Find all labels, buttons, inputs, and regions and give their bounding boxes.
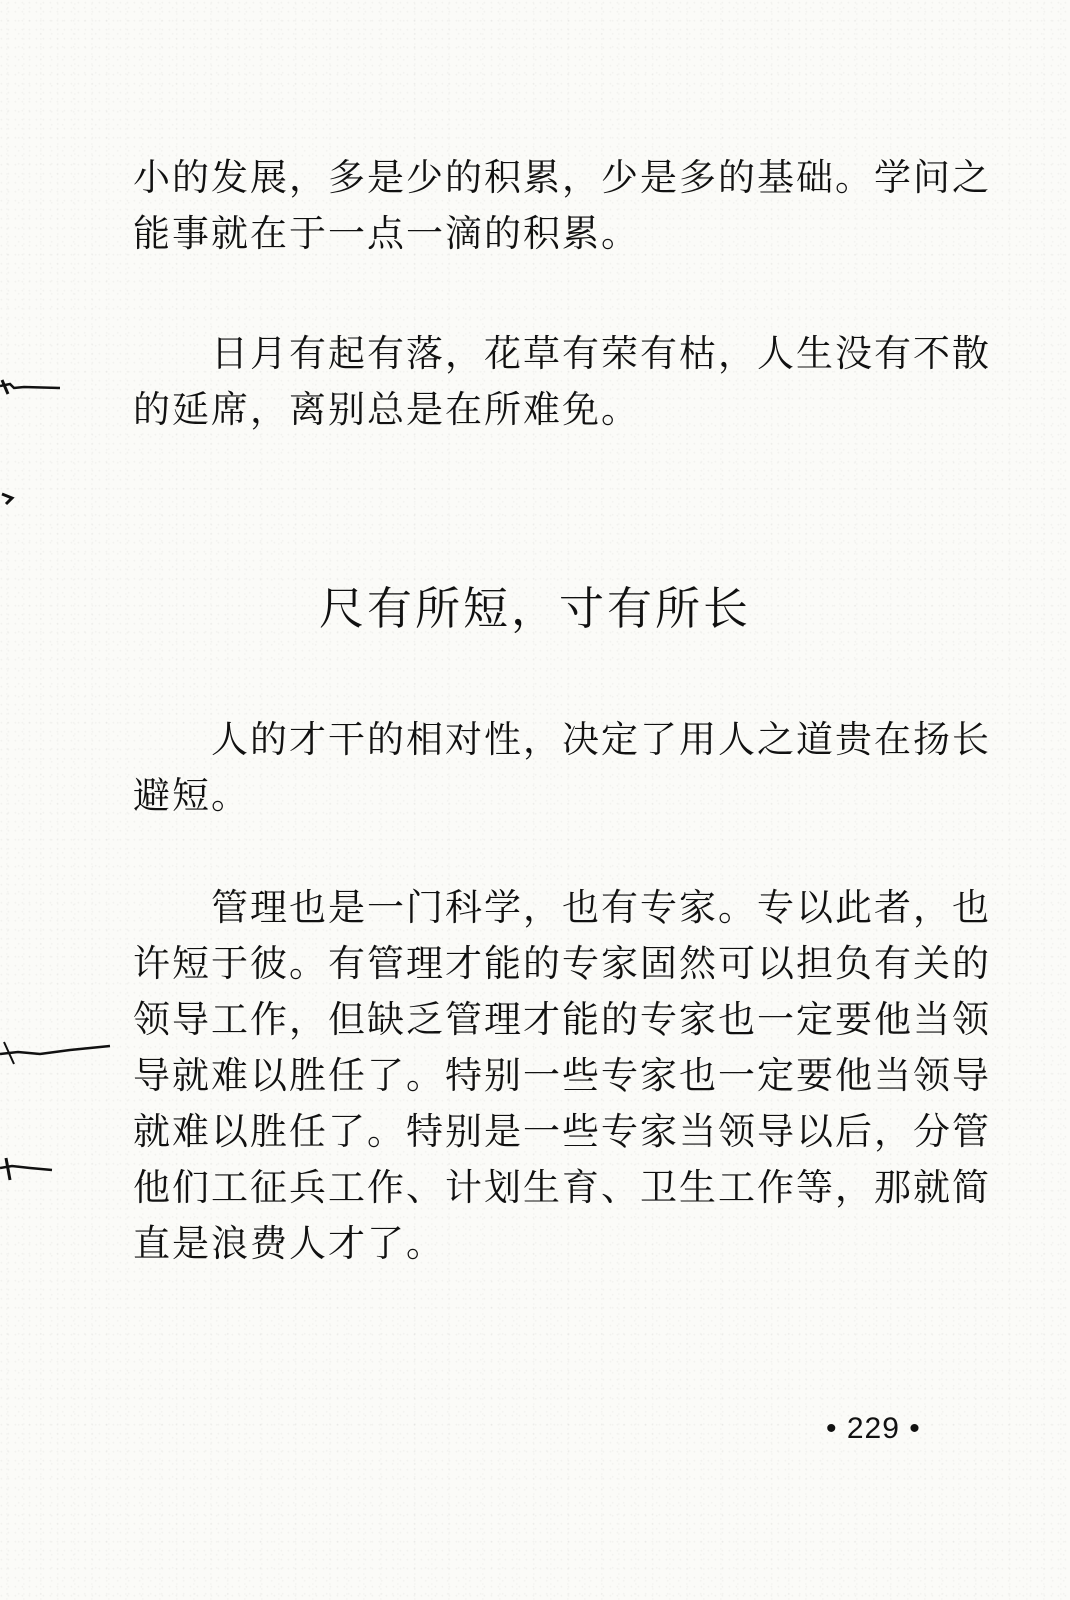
paragraph-line: 管理也是一门科学，也有专家。专以此者，也 [133,886,991,929]
paragraph-3 [133,712,991,824]
paragraph-2 [133,326,991,438]
scan-smudge [0,1036,120,1070]
paragraph-line: 直是浪费人才了。 [133,1222,445,1265]
paragraph-line: 人的才干的相对性，决定了用人之道贵在扬长 [133,718,991,761]
paragraph-line: 就难以胜任了。特别是一些专家当领导以后，分管 [133,1110,991,1153]
scan-smudge [0,1154,60,1184]
scan-smudge [0,372,70,402]
paragraph-line: 导就难以胜任了。特别一些专家也一定要他当领导 [133,1054,991,1097]
paragraph-1 [133,150,991,262]
page-number: • 229 • [826,1412,921,1445]
paragraph-line: 他们工征兵工作、计划生育、卫生工作等，那就简 [133,1166,991,1209]
paragraph-line: 许短于彼。有管理才能的专家固然可以担负有关的 [133,942,991,985]
paragraph-line: 避短。 [133,774,250,817]
paragraph-4 [133,880,991,1272]
paragraph-line: 的延席，离别总是在所难免。 [133,388,640,431]
scan-smudge [0,490,20,510]
paragraph-line: 小的发展，多是少的积累，少是多的基础。学问之 [133,156,991,199]
paragraph-line: 领导工作，但缺乏管理才能的专家也一定要他当领 [133,998,991,1041]
paragraph-line: 能事就在于一点一滴的积累。 [133,212,640,255]
paragraph-line: 日月有起有落，花草有荣有枯，人生没有不散 [133,332,991,375]
section-title: 尺有所短，寸有所长 [318,582,751,635]
